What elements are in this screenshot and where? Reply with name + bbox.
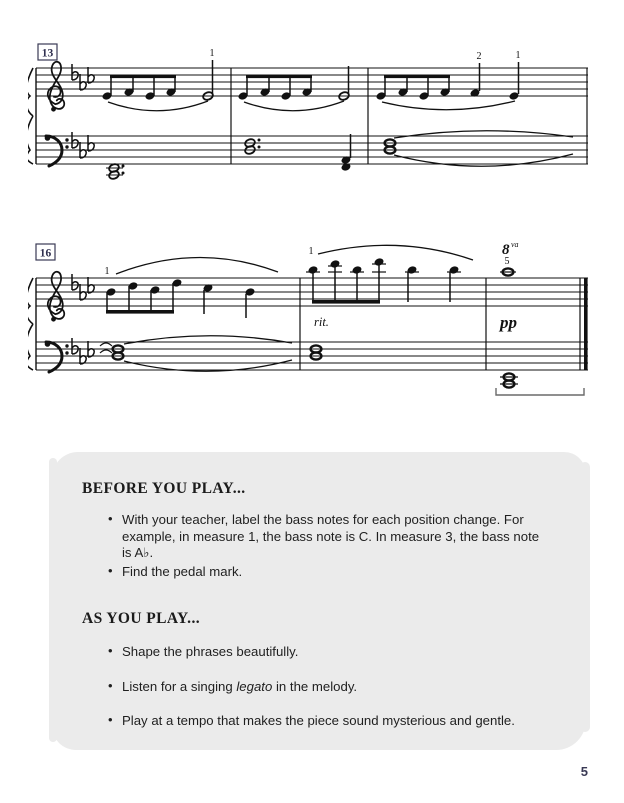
list-item-listen-legato [108,679,552,696]
measure-15 [376,50,573,166]
heading-as-you-play: AS YOU PLAY... [82,610,201,627]
fingering-5: 5 [504,256,510,267]
svg-text:13: 13 [41,47,54,60]
fingering-1-m16: 1 [104,266,110,277]
treble-clef-icon [48,62,64,112]
list-item-label-bass-notes: • With your teacher, label the bass notes for each position change. For example, in measure 1, the bass note is C. In measure 3, the bass note is A♭. [108,512,552,562]
list-as-you-play [82,644,552,730]
pedal-bracket [496,388,584,395]
heading-before-you-play: BEFORE YOU PLAY... [82,480,246,497]
list-item-shape-phrases: • Shape the phrases beautifully. [108,644,552,661]
rit-marking: rit. [314,315,329,329]
legato-emphasis: legato [236,678,273,694]
music-system-1 [28,38,596,183]
music-system-2 [28,236,596,396]
svg-text:16: 16 [39,247,52,260]
measure-16 [100,257,292,371]
legato-sentence-part-1: Listen for a singing [122,678,237,694]
page-number: 5 [580,764,588,779]
bass-clef-icon-2 [45,341,69,372]
dynamic-pp: pp [500,313,517,332]
fingering-2: 2 [476,51,482,62]
fingering-1-m17: 1 [308,246,314,257]
treble-clef-icon-2 [48,272,64,322]
list-item-play-tempo: • Play at a tempo that makes the piece sound mysterious and gentle. [108,713,552,730]
bass-clef-icon [45,135,69,166]
octave-8va-marking: 8 [502,242,510,258]
measure-number-13 [38,44,57,60]
measure-number-16 [36,244,55,260]
list-before-you-play [82,512,552,580]
legato-sentence-part-2: in the melody. [272,678,358,694]
list-item-find-pedal-mark: • Find the pedal mark. [108,564,552,581]
svg-text:va: va [511,240,519,249]
fingering-1b: 1 [515,50,521,61]
measure-18 [496,240,584,395]
instruction-panel [52,452,586,750]
fingering-1: 1 [209,48,215,59]
